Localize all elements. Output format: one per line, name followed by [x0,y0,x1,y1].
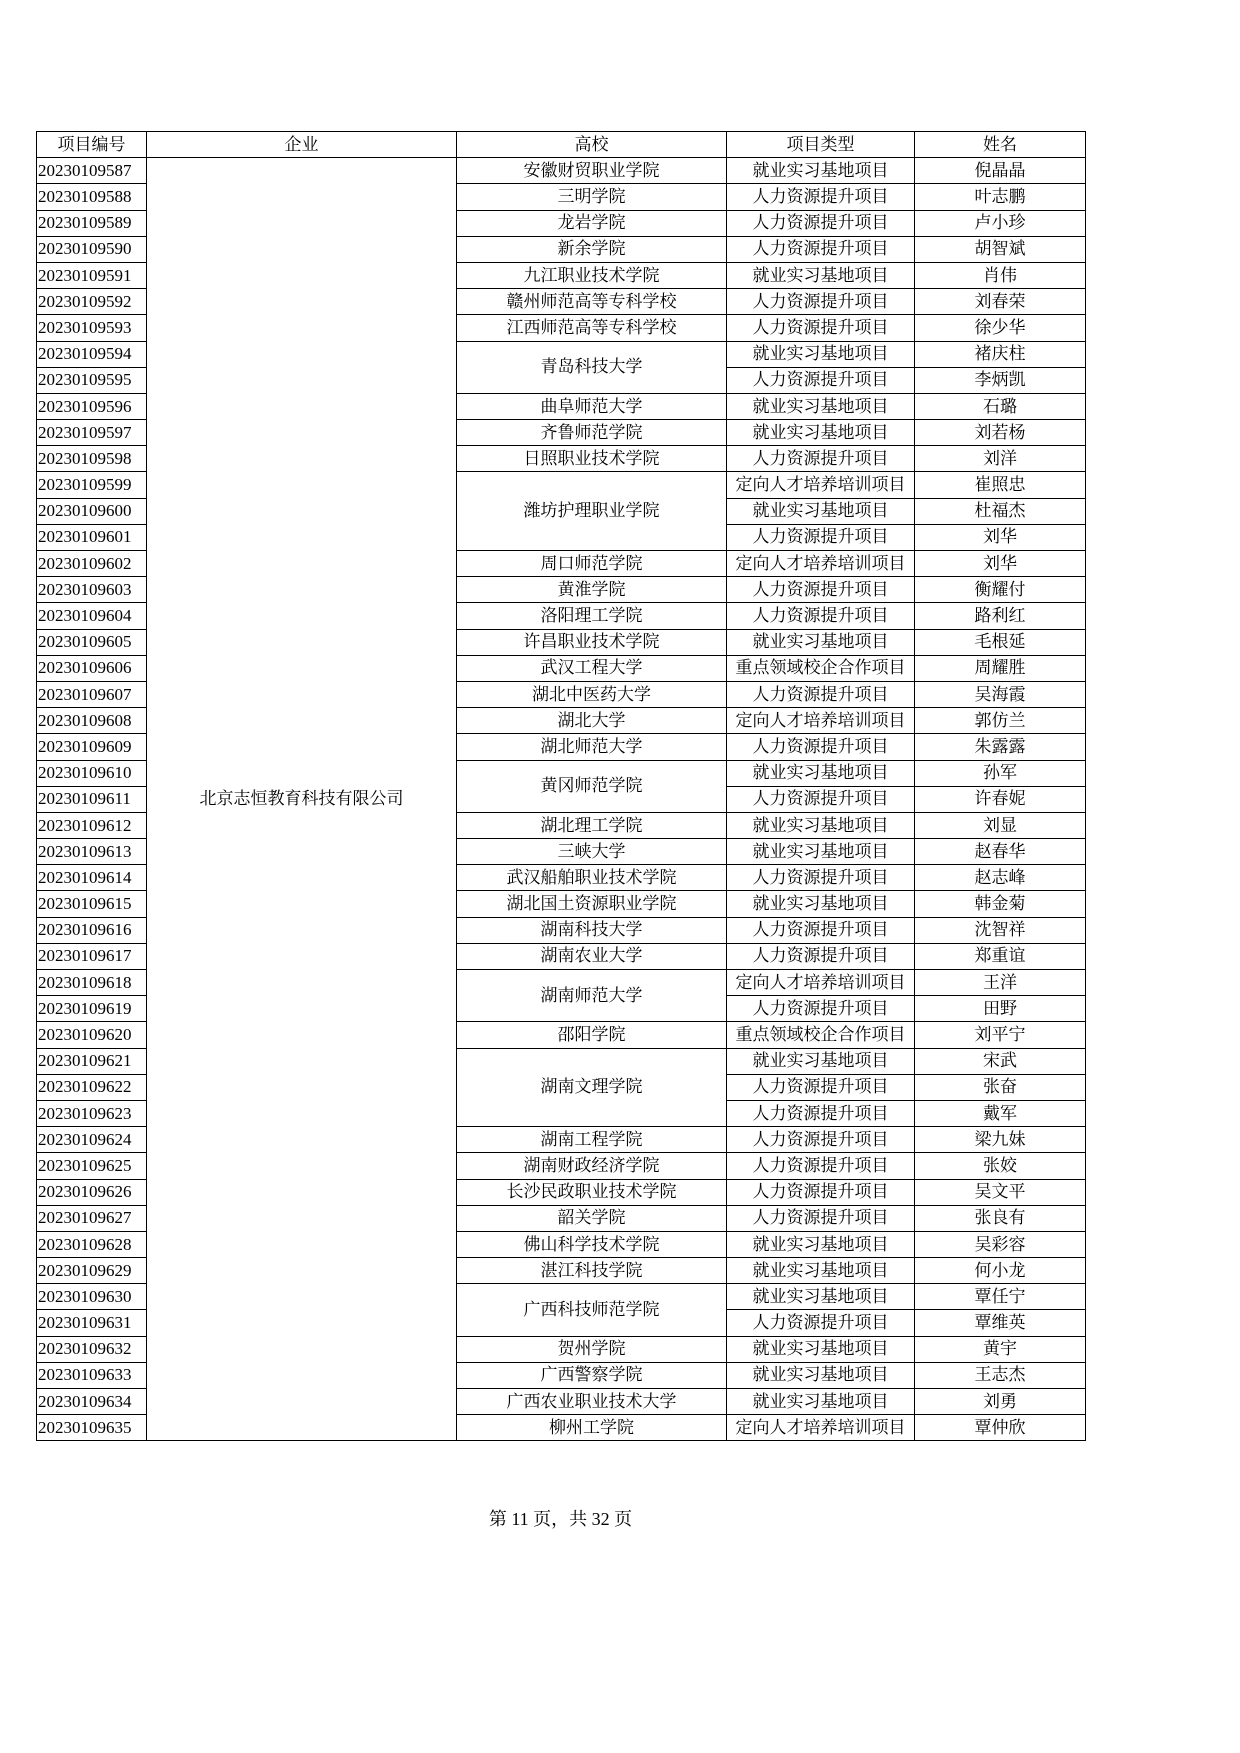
person-name-cell: 石璐 [915,393,1086,419]
person-name-cell: 褚庆柱 [915,341,1086,367]
school-cell: 湖南工程学院 [457,1127,727,1153]
school-cell: 周口师范学院 [457,551,727,577]
school-cell: 湖北大学 [457,708,727,734]
project-id-cell: 20230109629 [37,1258,147,1284]
project-type-cell: 定向人才培养培训项目 [727,472,915,498]
project-type-cell: 就业实习基地项目 [727,1048,915,1074]
person-name-cell: 杜福杰 [915,498,1086,524]
person-name-cell: 吴海霞 [915,681,1086,707]
project-type-cell: 人力资源提升项目 [727,1179,915,1205]
project-id-cell: 20230109608 [37,708,147,734]
school-cell: 潍坊护理职业学院 [457,472,727,551]
project-id-cell: 20230109590 [37,236,147,262]
project-id-cell: 20230109612 [37,812,147,838]
project-id-cell: 20230109588 [37,184,147,210]
person-name-cell: 肖伟 [915,262,1086,288]
person-name-cell: 张奋 [915,1074,1086,1100]
project-id-cell: 20230109597 [37,420,147,446]
person-name-cell: 胡智斌 [915,236,1086,262]
school-cell: 赣州师范高等专科学校 [457,289,727,315]
person-name-cell: 朱露露 [915,734,1086,760]
project-type-cell: 就业实习基地项目 [727,629,915,655]
school-cell: 江西师范高等专科学校 [457,315,727,341]
project-type-cell: 定向人才培养培训项目 [727,970,915,996]
project-id-cell: 20230109592 [37,289,147,315]
project-id-cell: 20230109603 [37,577,147,603]
project-type-cell: 定向人才培养培训项目 [727,551,915,577]
project-type-cell: 就业实习基地项目 [727,1231,915,1257]
project-id-cell: 20230109591 [37,262,147,288]
project-id-cell: 20230109616 [37,917,147,943]
school-cell: 贺州学院 [457,1336,727,1362]
table-header-row [37,132,1086,158]
project-id-cell: 20230109611 [37,786,147,812]
project-type-cell: 人力资源提升项目 [727,367,915,393]
person-name-cell: 周耀胜 [915,655,1086,681]
school-cell: 韶关学院 [457,1205,727,1231]
person-name-cell: 叶志鹏 [915,184,1086,210]
project-id-cell: 20230109632 [37,1336,147,1362]
project-id-cell: 20230109589 [37,210,147,236]
project-type-cell: 就业实习基地项目 [727,1362,915,1388]
project-type-cell: 就业实习基地项目 [727,812,915,838]
project-id-cell: 20230109635 [37,1415,147,1441]
person-name-cell: 何小龙 [915,1258,1086,1284]
school-cell: 洛阳理工学院 [457,603,727,629]
person-name-cell: 覃任宁 [915,1284,1086,1310]
person-name-cell: 许春妮 [915,786,1086,812]
person-name-cell: 赵春华 [915,839,1086,865]
person-name-cell: 刘华 [915,551,1086,577]
project-id-cell: 20230109587 [37,158,147,184]
school-cell: 湛江科技学院 [457,1258,727,1284]
person-name-cell: 郑重谊 [915,943,1086,969]
project-id-cell: 20230109594 [37,341,147,367]
school-cell: 三峡大学 [457,839,727,865]
project-id-cell: 20230109621 [37,1048,147,1074]
school-cell: 柳州工学院 [457,1415,727,1441]
person-name-cell: 赵志峰 [915,865,1086,891]
person-name-cell: 宋武 [915,1048,1086,1074]
person-name-cell: 卢小珍 [915,210,1086,236]
school-cell: 湖北理工学院 [457,812,727,838]
project-type-cell: 人力资源提升项目 [727,734,915,760]
project-id-cell: 20230109618 [37,970,147,996]
person-name-cell: 徐少华 [915,315,1086,341]
project-type-cell: 人力资源提升项目 [727,1074,915,1100]
project-type-cell: 人力资源提升项目 [727,289,915,315]
table-row [37,158,1086,184]
project-type-cell: 人力资源提升项目 [727,1310,915,1336]
person-name-cell: 王洋 [915,970,1086,996]
school-cell: 湖南财政经济学院 [457,1153,727,1179]
project-id-cell: 20230109623 [37,1100,147,1126]
person-name-cell: 刘平宁 [915,1022,1086,1048]
school-cell: 湖南文理学院 [457,1048,727,1127]
project-type-cell: 定向人才培养培训项目 [727,708,915,734]
person-name-cell: 刘华 [915,524,1086,550]
project-id-cell: 20230109625 [37,1153,147,1179]
school-cell: 新余学院 [457,236,727,262]
page-number-label: 第 11 页，共 32 页 [488,1509,633,1529]
project-id-cell: 20230109631 [37,1310,147,1336]
school-cell: 邵阳学院 [457,1022,727,1048]
project-id-cell: 20230109615 [37,891,147,917]
project-id-cell: 20230109614 [37,865,147,891]
school-cell: 广西警察学院 [457,1362,727,1388]
school-cell: 日照职业技术学院 [457,446,727,472]
project-type-cell: 人力资源提升项目 [727,603,915,629]
project-id-cell: 20230109595 [37,367,147,393]
project-id-cell: 20230109599 [37,472,147,498]
project-type-cell: 就业实习基地项目 [727,262,915,288]
project-type-cell: 人力资源提升项目 [727,996,915,1022]
header-project-id: 项目编号 [37,132,147,158]
project-id-cell: 20230109620 [37,1022,147,1048]
person-name-cell: 衡耀付 [915,577,1086,603]
project-type-cell: 人力资源提升项目 [727,1153,915,1179]
project-type-cell: 就业实习基地项目 [727,1258,915,1284]
project-id-cell: 20230109617 [37,943,147,969]
project-id-cell: 20230109634 [37,1389,147,1415]
project-id-cell: 20230109628 [37,1231,147,1257]
school-cell: 黄淮学院 [457,577,727,603]
enterprise-cell: 北京志恒教育科技有限公司 [147,158,457,1441]
header-enterprise: 企业 [147,132,457,158]
project-type-cell: 人力资源提升项目 [727,681,915,707]
person-name-cell: 沈智祥 [915,917,1086,943]
person-name-cell: 黄宇 [915,1336,1086,1362]
project-type-cell: 就业实习基地项目 [727,341,915,367]
school-cell: 湖南农业大学 [457,943,727,969]
person-name-cell: 刘春荣 [915,289,1086,315]
project-type-cell: 就业实习基地项目 [727,420,915,446]
person-name-cell: 崔照忠 [915,472,1086,498]
project-id-cell: 20230109619 [37,996,147,1022]
person-name-cell: 李炳凯 [915,367,1086,393]
project-type-cell: 就业实习基地项目 [727,891,915,917]
header-name: 姓名 [915,132,1086,158]
project-type-cell: 就业实习基地项目 [727,498,915,524]
school-cell: 武汉船舶职业技术学院 [457,865,727,891]
project-type-cell: 人力资源提升项目 [727,315,915,341]
project-id-cell: 20230109622 [37,1074,147,1100]
project-id-cell: 20230109605 [37,629,147,655]
school-cell: 黄冈师范学院 [457,760,727,812]
project-type-cell: 重点领域校企合作项目 [727,1022,915,1048]
school-cell: 齐鲁师范学院 [457,420,727,446]
project-type-cell: 就业实习基地项目 [727,839,915,865]
table-body [37,158,1086,1441]
project-id-cell: 20230109601 [37,524,147,550]
person-name-cell: 梁九妹 [915,1127,1086,1153]
project-type-cell: 人力资源提升项目 [727,865,915,891]
project-id-cell: 20230109610 [37,760,147,786]
header-school: 高校 [457,132,727,158]
project-id-cell: 20230109600 [37,498,147,524]
project-type-cell: 人力资源提升项目 [727,1127,915,1153]
project-type-cell: 定向人才培养培训项目 [727,1415,915,1441]
person-name-cell: 路利红 [915,603,1086,629]
school-cell: 佛山科学技术学院 [457,1231,727,1257]
person-name-cell: 倪晶晶 [915,158,1086,184]
school-cell: 广西科技师范学院 [457,1284,727,1336]
project-type-cell: 就业实习基地项目 [727,1284,915,1310]
person-name-cell: 郭仿兰 [915,708,1086,734]
project-type-cell: 人力资源提升项目 [727,917,915,943]
school-cell: 安徽财贸职业学院 [457,158,727,184]
school-cell: 长沙民政职业技术学院 [457,1179,727,1205]
school-cell: 许昌职业技术学院 [457,629,727,655]
person-name-cell: 覃维英 [915,1310,1086,1336]
person-name-cell: 张姣 [915,1153,1086,1179]
header-project-type: 项目类型 [727,132,915,158]
person-name-cell: 毛根延 [915,629,1086,655]
school-cell: 湖南科技大学 [457,917,727,943]
project-id-cell: 20230109596 [37,393,147,419]
person-name-cell: 刘洋 [915,446,1086,472]
school-cell: 曲阜师范大学 [457,393,727,419]
project-id-cell: 20230109633 [37,1362,147,1388]
project-type-cell: 重点领域校企合作项目 [727,655,915,681]
project-type-cell: 人力资源提升项目 [727,210,915,236]
project-id-cell: 20230109626 [37,1179,147,1205]
school-cell: 湖北国土资源职业学院 [457,891,727,917]
person-name-cell: 韩金菊 [915,891,1086,917]
project-id-cell: 20230109602 [37,551,147,577]
school-cell: 三明学院 [457,184,727,210]
school-cell: 湖南师范大学 [457,970,727,1022]
project-type-cell: 就业实习基地项目 [727,158,915,184]
project-id-cell: 20230109593 [37,315,147,341]
project-type-cell: 就业实习基地项目 [727,393,915,419]
project-type-cell: 人力资源提升项目 [727,786,915,812]
project-type-cell: 就业实习基地项目 [727,1389,915,1415]
person-name-cell: 刘若杨 [915,420,1086,446]
project-type-cell: 人力资源提升项目 [727,577,915,603]
project-type-cell: 人力资源提升项目 [727,1100,915,1126]
school-cell: 青岛科技大学 [457,341,727,393]
school-cell: 九江职业技术学院 [457,262,727,288]
school-cell: 龙岩学院 [457,210,727,236]
project-type-cell: 人力资源提升项目 [727,236,915,262]
person-name-cell: 吴文平 [915,1179,1086,1205]
person-name-cell: 王志杰 [915,1362,1086,1388]
project-id-cell: 20230109624 [37,1127,147,1153]
person-name-cell: 戴军 [915,1100,1086,1126]
person-name-cell: 刘勇 [915,1389,1086,1415]
project-type-cell: 人力资源提升项目 [727,184,915,210]
project-id-cell: 20230109598 [37,446,147,472]
person-name-cell: 刘显 [915,812,1086,838]
project-id-cell: 20230109613 [37,839,147,865]
project-id-cell: 20230109607 [37,681,147,707]
person-name-cell: 吴彩容 [915,1231,1086,1257]
project-type-cell: 人力资源提升项目 [727,524,915,550]
project-id-cell: 20230109604 [37,603,147,629]
project-type-cell: 人力资源提升项目 [727,943,915,969]
project-id-cell: 20230109609 [37,734,147,760]
school-cell: 广西农业职业技术大学 [457,1389,727,1415]
project-id-cell: 20230109627 [37,1205,147,1231]
records-table [36,131,1086,1441]
project-type-cell: 就业实习基地项目 [727,760,915,786]
project-type-cell: 人力资源提升项目 [727,446,915,472]
person-name-cell: 孙军 [915,760,1086,786]
project-type-cell: 就业实习基地项目 [727,1336,915,1362]
person-name-cell: 覃仲欣 [915,1415,1086,1441]
school-cell: 湖北师范大学 [457,734,727,760]
project-type-cell: 人力资源提升项目 [727,1205,915,1231]
school-cell: 湖北中医药大学 [457,681,727,707]
project-id-cell: 20230109630 [37,1284,147,1310]
school-cell: 武汉工程大学 [457,655,727,681]
project-id-cell: 20230109606 [37,655,147,681]
person-name-cell: 张良有 [915,1205,1086,1231]
person-name-cell: 田野 [915,996,1086,1022]
